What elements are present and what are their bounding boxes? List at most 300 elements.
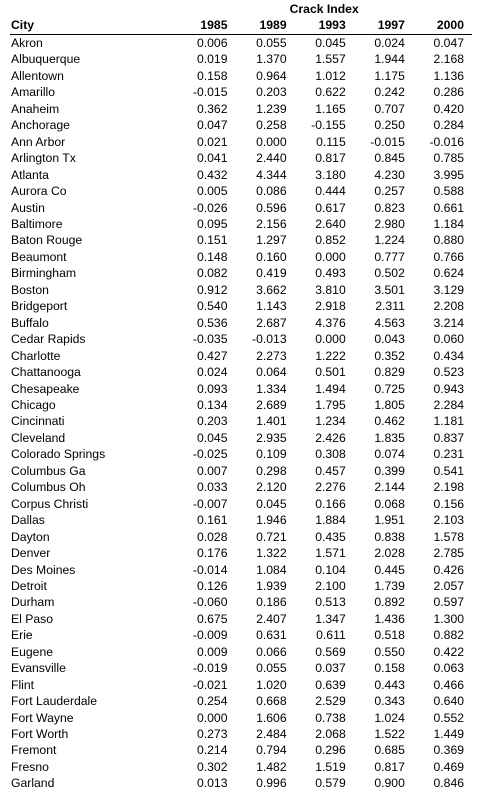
crack-index-1997-cell: 0.462: [374, 414, 405, 429]
crack-index-2000-cell: 1.181: [433, 414, 464, 429]
crack-index-1997-cell: 3.501: [374, 282, 405, 297]
group-header-row: [10, 2, 472, 17]
crack-index-1985-cell: 0.158: [196, 68, 228, 83]
city-name-cell: Anchorage: [11, 118, 70, 133]
crack-index-1997-cell: 4.230: [374, 167, 405, 182]
crack-index-2000-cell: 0.469: [433, 759, 464, 774]
crack-index-1997-cell: 2.311: [375, 299, 405, 314]
city-name-cell: Amarillo: [11, 85, 56, 100]
column-header-2000: 2000: [413, 17, 472, 35]
crack-index-2000-cell: 0.541: [433, 463, 464, 478]
crack-index-1989-cell: 0.000: [256, 134, 287, 149]
table-row: [10, 545, 472, 561]
city-name-cell: Bridgeport: [11, 299, 68, 314]
crack-index-1997-cell: 0.068: [374, 496, 405, 511]
crack-index-1985-cell: 0.161: [196, 513, 228, 528]
crack-index-1997-cell: 0.074: [374, 447, 405, 462]
city-name-cell: Detroit: [11, 578, 47, 593]
city-name-cell: Albuquerque: [11, 52, 81, 67]
crack-index-1989-cell: 2.484: [256, 727, 287, 742]
crack-index-1997-cell: 0.024: [374, 36, 405, 50]
crack-index-1989-cell: 0.066: [256, 644, 287, 659]
city-name-cell: Austin: [11, 200, 45, 215]
table-row: [10, 627, 472, 643]
crack-index-1993-cell: 0.166: [315, 496, 346, 511]
city-name-cell: Arlington Tx: [11, 151, 76, 166]
crack-index-1985-cell: 0.432: [196, 167, 228, 182]
city-name-cell: Boston: [11, 282, 49, 297]
crack-index-1985-cell: -0.014: [192, 562, 228, 577]
crack-index-1985-cell: 0.005: [196, 184, 228, 199]
table-row: [10, 413, 472, 429]
crack-index-2000-cell: 0.597: [433, 595, 464, 610]
crack-index-1985-cell: 0.540: [196, 299, 228, 314]
crack-index-1989-cell: 0.794: [256, 743, 287, 758]
crack-index-1985-cell: 0.362: [196, 101, 228, 116]
table-row: [10, 479, 472, 495]
crack-index-1993-cell: 0.037: [315, 661, 346, 676]
crack-index-1993-cell: 0.617: [315, 200, 346, 215]
crack-index-1997-cell: 4.563: [374, 315, 405, 330]
table-row: [10, 677, 472, 693]
crack-index-1985-cell: 0.427: [196, 348, 228, 363]
table-row: [10, 167, 472, 183]
crack-index-1993-cell: 1.519: [315, 759, 346, 774]
crack-index-1993-cell: 0.579: [315, 776, 346, 791]
crack-index-2000-cell: 2.785: [433, 546, 464, 561]
crack-index-1993-cell: 0.817: [315, 151, 346, 166]
city-name-cell: Columbus Oh: [11, 480, 86, 495]
city-name-cell: Allentown: [11, 68, 64, 83]
crack-index-1985-cell: -0.015: [192, 85, 228, 100]
city-name-cell: Buffalo: [11, 315, 49, 330]
table-body: [10, 35, 472, 792]
crack-index-1985-cell: -0.021: [192, 677, 228, 692]
crack-index-1989-cell: 0.964: [256, 68, 287, 83]
crack-index-2000-cell: 0.882: [433, 628, 464, 643]
table-row: [10, 364, 472, 380]
crack-index-1993-cell: 0.296: [315, 743, 346, 758]
city-name-cell: Fort Lauderdale: [11, 694, 98, 709]
crack-index-1997-cell: 0.707: [374, 101, 405, 116]
table-row: [10, 331, 472, 347]
crack-index-1997-cell: 1.739: [374, 578, 405, 593]
crack-index-1993-cell: -0.155: [311, 118, 346, 133]
city-name-cell: Ann Arbor: [11, 134, 66, 149]
crack-index-2000-cell: 3.214: [433, 315, 464, 330]
crack-index-1993-cell: 2.426: [315, 430, 346, 445]
crack-index-1993-cell: 1.557: [315, 52, 346, 67]
crack-index-1985-cell: 0.019: [196, 52, 228, 67]
crack-index-1997-cell: 0.823: [374, 200, 405, 215]
crack-index-1997-cell: -0.015: [370, 134, 405, 149]
city-name-cell: Columbus Ga: [11, 463, 86, 478]
crack-index-1993-cell: 4.376: [315, 315, 346, 330]
crack-index-2000-cell: 1.300: [433, 611, 464, 626]
crack-index-1989-cell: 3.662: [256, 282, 287, 297]
crack-index-1989-cell: 0.631: [256, 628, 287, 643]
crack-index-1993-cell: 0.308: [315, 447, 346, 462]
crack-index-1985-cell: 0.675: [196, 611, 228, 626]
crack-index-1997-cell: 0.443: [374, 677, 405, 692]
crack-index-1997-cell: 0.725: [374, 381, 405, 396]
table-row: [10, 644, 472, 660]
crack-index-1985-cell: 0.033: [196, 480, 228, 495]
crack-index-1993-cell: 1.234: [315, 414, 346, 429]
crack-index-1985-cell: 0.214: [196, 743, 228, 758]
crack-index-2000-cell: 0.523: [433, 365, 464, 380]
crack-index-1985-cell: 0.302: [196, 759, 228, 774]
crack-index-1985-cell: 0.009: [196, 644, 228, 659]
crack-index-1989-cell: 2.440: [256, 151, 287, 166]
crack-index-1985-cell: 0.082: [196, 266, 228, 281]
crack-index-2000-cell: 0.588: [433, 184, 464, 199]
crack-index-1993-cell: 2.100: [315, 578, 346, 593]
column-header-row: [10, 17, 472, 35]
city-name-cell: Flint: [11, 677, 35, 692]
crack-index-1997-cell: 0.502: [374, 266, 405, 281]
crack-index-1997-cell: 2.980: [374, 216, 405, 231]
table-row: [10, 578, 472, 594]
city-name-cell: Evansville: [11, 661, 66, 676]
city-name-cell: Erie: [11, 628, 33, 643]
table-row: [10, 594, 472, 610]
city-name-cell: Durham: [11, 595, 55, 610]
city-name-cell: Colorado Springs: [11, 447, 106, 462]
crack-index-2000-cell: 0.286: [433, 85, 464, 100]
crack-index-1997-cell: 1.944: [374, 52, 405, 67]
crack-index-1989-cell: 4.344: [256, 167, 287, 182]
crack-index-1989-cell: 1.939: [256, 578, 287, 593]
crack-index-2000-cell: 3.995: [433, 167, 464, 182]
table-row: [10, 183, 472, 199]
crack-index-1997-cell: 1.024: [374, 710, 405, 725]
crack-index-2000-cell: 0.766: [433, 249, 464, 264]
crack-index-1985-cell: 0.041: [196, 151, 228, 166]
city-name-cell: Eugene: [11, 644, 54, 659]
crack-index-1985-cell: 0.536: [196, 315, 228, 330]
crack-index-1989-cell: 1.020: [256, 677, 287, 692]
table-row: [10, 611, 472, 627]
crack-index-1997-cell: 0.242: [374, 85, 405, 100]
crack-index-1989-cell: 0.298: [256, 463, 287, 478]
table-row: [10, 496, 472, 512]
crack-index-1993-cell: 1.222: [315, 348, 346, 363]
crack-index-1997-cell: 0.343: [374, 694, 405, 709]
crack-index-1989-cell: 1.370: [256, 52, 287, 67]
crack-index-2000-cell: 0.420: [433, 101, 464, 116]
crack-index-1993-cell: 0.000: [315, 249, 346, 264]
crack-index-1985-cell: -0.007: [192, 496, 228, 511]
crack-index-2000-cell: 0.047: [433, 36, 464, 50]
crack-index-1993-cell: 0.457: [315, 463, 346, 478]
table-row: [10, 710, 472, 726]
crack-index-1985-cell: 0.176: [196, 546, 228, 561]
table-row: [10, 117, 472, 133]
table-row: [10, 562, 472, 578]
crack-index-1997-cell: 0.829: [374, 365, 405, 380]
crack-index-1997-cell: 0.445: [374, 562, 405, 577]
table-row: [10, 775, 472, 791]
table-row: [10, 381, 472, 397]
table-row: [10, 397, 472, 413]
crack-index-1997-cell: 0.685: [374, 743, 405, 758]
crack-index-group-header: Crack Index: [289, 2, 359, 16]
crack-index-1989-cell: 0.996: [256, 776, 287, 791]
column-header-1985: 1985: [176, 17, 235, 35]
crack-index-1985-cell: 0.000: [196, 710, 228, 725]
crack-index-1993-cell: 1.795: [315, 397, 346, 412]
crack-index-1985-cell: -0.009: [192, 628, 228, 643]
crack-index-1997-cell: 0.845: [374, 151, 405, 166]
table-row: [10, 512, 472, 528]
crack-index-2000-cell: 0.060: [433, 332, 464, 347]
crack-index-table: [10, 2, 472, 792]
crack-index-2000-cell: 0.624: [433, 266, 464, 281]
city-name-cell: Fremont: [11, 743, 57, 758]
crack-index-1989-cell: 2.273: [256, 348, 287, 363]
crack-index-1993-cell: 2.276: [315, 480, 346, 495]
crack-index-1997-cell: 1.835: [374, 430, 405, 445]
crack-index-1985-cell: -0.026: [192, 200, 228, 215]
crack-index-1997-cell: 0.892: [374, 595, 405, 610]
crack-index-1993-cell: 0.045: [315, 36, 346, 50]
crack-index-2000-cell: 0.640: [433, 694, 464, 709]
table-row: [10, 298, 472, 314]
crack-index-1993-cell: 0.639: [315, 677, 346, 692]
crack-index-1997-cell: 2.028: [374, 546, 405, 561]
crack-index-1989-cell: 1.334: [256, 381, 287, 396]
crack-index-1997-cell: 0.352: [374, 348, 405, 363]
crack-index-1993-cell: 1.347: [315, 611, 346, 626]
crack-index-2000-cell: 2.103: [433, 513, 464, 528]
table-row: [10, 660, 472, 676]
crack-index-2000-cell: 2.198: [433, 480, 464, 495]
crack-index-1989-cell: 0.045: [256, 496, 287, 511]
table-row: [10, 315, 472, 331]
city-name-cell: Garland: [11, 776, 55, 791]
crack-index-1993-cell: 0.104: [315, 562, 346, 577]
crack-index-1993-cell: 1.571: [315, 546, 346, 561]
crack-index-1985-cell: 0.006: [196, 36, 228, 50]
crack-index-1985-cell: 0.126: [196, 578, 228, 593]
crack-index-1993-cell: 0.611: [316, 628, 346, 643]
crack-index-1989-cell: 2.687: [256, 315, 287, 330]
crack-index-2000-cell: 0.231: [433, 447, 464, 462]
column-header-1989: 1989: [235, 17, 294, 35]
city-name-cell: Denver: [11, 546, 51, 561]
crack-index-1989-cell: 0.721: [256, 529, 287, 544]
crack-index-1993-cell: 1.494: [315, 381, 346, 396]
crack-index-2000-cell: 0.943: [433, 381, 464, 396]
crack-index-2000-cell: 0.284: [433, 118, 464, 133]
crack-index-1985-cell: 0.095: [196, 216, 228, 231]
crack-index-1985-cell: 0.151: [196, 233, 228, 248]
table-row: [10, 265, 472, 281]
crack-index-1993-cell: 0.435: [315, 529, 346, 544]
table-row: [10, 430, 472, 446]
crack-index-1985-cell: 0.007: [196, 463, 228, 478]
table-row: [10, 68, 472, 84]
crack-index-1993-cell: 1.884: [315, 513, 346, 528]
crack-index-2000-cell: 0.422: [433, 644, 464, 659]
crack-index-1993-cell: 0.569: [315, 644, 346, 659]
crack-index-2000-cell: 0.466: [433, 677, 464, 692]
crack-index-1993-cell: 2.640: [315, 216, 346, 231]
city-name-cell: Aurora Co: [11, 184, 67, 199]
crack-index-1989-cell: 0.668: [256, 694, 287, 709]
crack-index-1989-cell: 1.322: [256, 546, 287, 561]
crack-index-1993-cell: 0.622: [315, 85, 346, 100]
crack-index-1993-cell: 3.180: [315, 167, 346, 182]
crack-index-1989-cell: 0.055: [256, 661, 287, 676]
crack-index-2000-cell: 0.434: [433, 348, 464, 363]
city-name-cell: Corpus Christi: [11, 496, 89, 511]
city-name-cell: Baton Rouge: [11, 233, 83, 248]
crack-index-2000-cell: 0.156: [433, 496, 464, 511]
crack-index-1993-cell: 1.165: [315, 101, 346, 116]
crack-index-2000-cell: 0.369: [433, 743, 464, 758]
table-row: [10, 529, 472, 545]
crack-index-1997-cell: 0.838: [374, 529, 405, 544]
city-name-cell: Cleveland: [11, 430, 66, 445]
crack-index-1997-cell: 1.951: [374, 513, 405, 528]
city-name-cell: Dallas: [11, 513, 45, 528]
crack-index-1997-cell: 0.550: [374, 644, 405, 659]
crack-index-1989-cell: 0.055: [256, 36, 287, 50]
crack-index-1997-cell: 0.900: [374, 776, 405, 791]
crack-index-1985-cell: 0.273: [196, 727, 228, 742]
crack-index-2000-cell: 2.168: [433, 52, 464, 67]
crack-index-1985-cell: 0.024: [196, 365, 228, 380]
crack-index-1997-cell: 2.144: [374, 480, 405, 495]
column-header-1997: 1997: [354, 17, 413, 35]
crack-index-1985-cell: 0.045: [196, 430, 228, 445]
crack-index-2000-cell: 0.552: [433, 710, 464, 725]
table-row: [10, 134, 472, 150]
table-row: [10, 742, 472, 758]
crack-index-1985-cell: -0.035: [192, 332, 228, 347]
city-name-cell: Baltimore: [11, 216, 63, 231]
crack-index-1989-cell: 2.156: [256, 216, 287, 231]
crack-index-1989-cell: 2.407: [256, 611, 287, 626]
city-name-cell: Fresno: [11, 759, 49, 774]
crack-index-1997-cell: 0.399: [374, 463, 405, 478]
crack-index-1997-cell: 1.805: [374, 397, 405, 412]
crack-index-1997-cell: 1.436: [374, 611, 405, 626]
crack-index-2000-cell: 2.057: [433, 578, 464, 593]
crack-index-1985-cell: -0.019: [192, 661, 228, 676]
crack-index-1993-cell: 1.012: [315, 68, 346, 83]
crack-index-1993-cell: 0.852: [315, 233, 346, 248]
crack-index-1993-cell: 2.918: [315, 299, 346, 314]
city-name-cell: Chesapeake: [11, 381, 80, 396]
crack-index-1997-cell: 1.522: [374, 727, 405, 742]
crack-index-1993-cell: 0.501: [315, 365, 346, 380]
crack-index-1985-cell: 0.134: [196, 397, 228, 412]
crack-index-1985-cell: 0.013: [196, 776, 228, 791]
city-name-cell: Des Moines: [11, 562, 76, 577]
crack-index-1997-cell: 1.175: [374, 68, 405, 83]
crack-index-1989-cell: 0.109: [256, 447, 287, 462]
crack-index-1989-cell: 0.160: [256, 249, 287, 264]
crack-index-1989-cell: 0.258: [256, 118, 287, 133]
city-name-cell: Fort Worth: [11, 727, 69, 742]
crack-index-1993-cell: 2.529: [315, 694, 346, 709]
city-name-cell: Dayton: [11, 529, 50, 544]
crack-index-2000-cell: 0.063: [433, 661, 464, 676]
crack-index-2000-cell: 0.846: [433, 776, 464, 791]
city-name-cell: Fort Wayne: [11, 710, 74, 725]
table-row: [10, 84, 472, 100]
crack-index-2000-cell: 0.880: [433, 233, 464, 248]
crack-index-1997-cell: 0.257: [374, 184, 405, 199]
crack-index-2000-cell: 0.837: [433, 430, 464, 445]
city-name-cell: Cincinnati: [11, 414, 65, 429]
crack-index-1989-cell: 1.946: [256, 513, 287, 528]
crack-index-1985-cell: -0.060: [192, 595, 228, 610]
crack-index-1989-cell: 1.401: [256, 414, 287, 429]
crack-index-1997-cell: 1.224: [374, 233, 405, 248]
crack-index-1989-cell: 1.084: [256, 562, 287, 577]
crack-index-1985-cell: 0.148: [196, 249, 228, 264]
city-name-cell: Charlotte: [11, 348, 61, 363]
crack-index-1985-cell: 0.093: [196, 381, 228, 396]
crack-index-1985-cell: 0.047: [196, 118, 228, 133]
city-name-cell: Chattanooga: [11, 365, 81, 380]
city-name-cell: Birmingham: [11, 266, 77, 281]
crack-index-1985-cell: 0.912: [196, 282, 228, 297]
crack-index-1997-cell: 0.250: [374, 118, 405, 133]
crack-index-1993-cell: 0.115: [316, 134, 346, 149]
table-row: [10, 726, 472, 742]
table-row: [10, 348, 472, 364]
column-header-1993: 1993: [295, 17, 354, 35]
column-header-city: City: [10, 17, 176, 35]
crack-index-1997-cell: 0.043: [374, 332, 405, 347]
city-name-cell: El Paso: [11, 611, 54, 626]
table-row: [10, 282, 472, 298]
crack-index-1989-cell: 1.482: [256, 759, 287, 774]
crack-index-1989-cell: 1.143: [256, 299, 287, 314]
crack-index-1989-cell: 0.596: [256, 200, 287, 215]
crack-index-1989-cell: 0.419: [256, 266, 287, 281]
crack-index-1989-cell: 1.297: [256, 233, 287, 248]
crack-index-1985-cell: -0.025: [192, 447, 228, 462]
crack-index-1989-cell: 0.064: [256, 365, 287, 380]
crack-index-1993-cell: 0.493: [315, 266, 346, 281]
table-row: [10, 693, 472, 709]
city-name-cell: Cedar Rapids: [11, 332, 86, 347]
table-row: [10, 446, 472, 462]
crack-index-1997-cell: 0.518: [374, 628, 405, 643]
crack-index-1993-cell: 2.068: [315, 727, 346, 742]
crack-index-1993-cell: 0.444: [315, 184, 346, 199]
crack-index-1989-cell: -0.013: [252, 332, 287, 347]
crack-index-1989-cell: 2.689: [256, 397, 287, 412]
crack-index-1989-cell: 0.086: [256, 184, 287, 199]
crack-index-1993-cell: 0.000: [315, 332, 346, 347]
table-row: [10, 759, 472, 775]
city-name-cell: Akron: [11, 36, 43, 50]
crack-index-2000-cell: 1.449: [433, 727, 464, 742]
crack-index-1985-cell: 0.021: [196, 134, 228, 149]
table-row: [10, 35, 472, 52]
city-name-cell: Chicago: [11, 397, 56, 412]
crack-index-1989-cell: 1.239: [256, 101, 287, 116]
table-row: [10, 101, 472, 117]
crack-index-2000-cell: 3.129: [433, 282, 464, 297]
